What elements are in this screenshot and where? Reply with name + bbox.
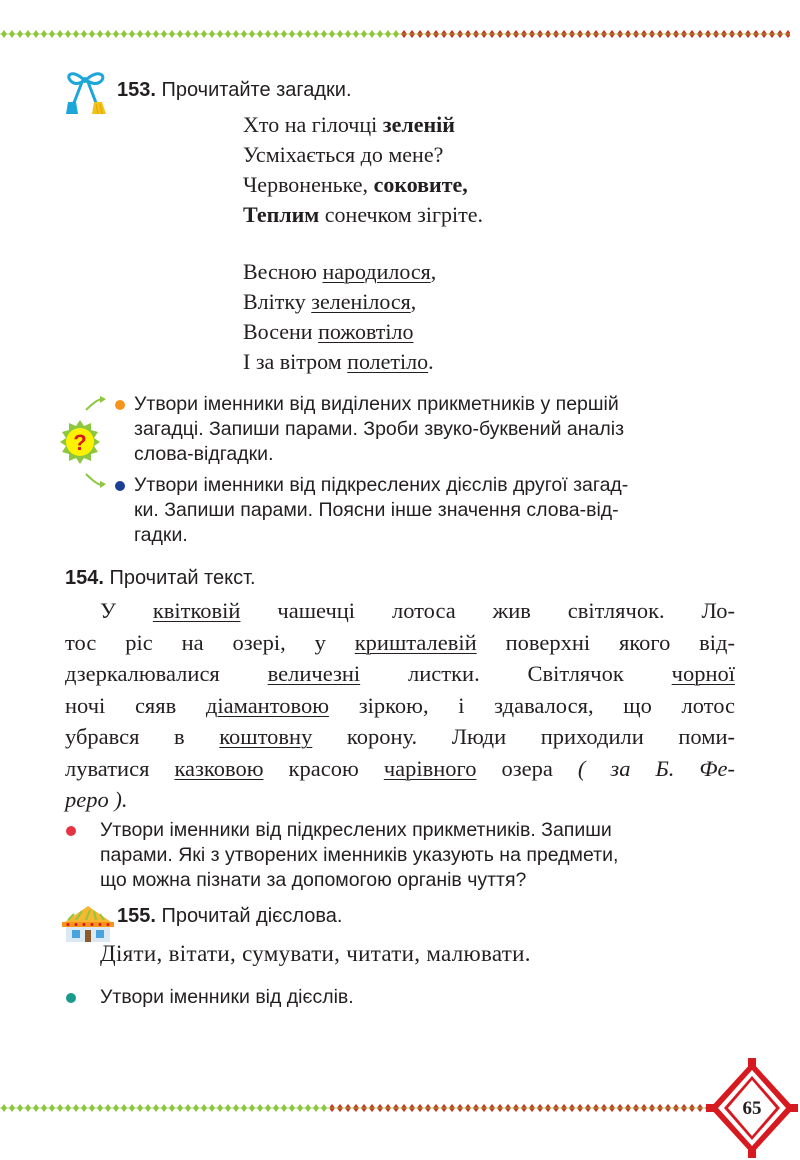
- text-run: озера: [476, 755, 578, 781]
- text-run: ( за Б. Фе-: [577, 755, 735, 781]
- text-run: ночі сяяв: [65, 692, 206, 718]
- text-line: [65, 595, 735, 627]
- task-title: Прочитайте загадки.: [161, 79, 352, 101]
- underlined-word: квітковій: [152, 598, 241, 623]
- text-line: [243, 347, 436, 377]
- text-line: [243, 140, 483, 170]
- text-line: [65, 753, 735, 785]
- text-run: листки. Світлячок: [360, 661, 672, 686]
- text-run: І за вітром: [243, 349, 348, 374]
- bullet-text-line: Утвори іменники від підкреслених прикметників. Запиши: [100, 819, 612, 841]
- bullet-red: [100, 818, 740, 893]
- house-icon: [58, 902, 118, 944]
- question-mark: ?: [73, 430, 87, 455]
- text-run: дзеркалювалися: [65, 661, 268, 686]
- bullet-text-line: слова-відгадки.: [134, 443, 274, 465]
- top-ornament-border: [0, 28, 790, 40]
- text-run: тос ріс на озері, у: [65, 629, 355, 655]
- underlined-word: зеленілося: [311, 289, 411, 314]
- teal-bullet-icon: [66, 993, 76, 1003]
- riddle-2: [243, 257, 436, 377]
- task-title: Прочитай дієслова.: [161, 905, 343, 927]
- text-run: ,: [430, 259, 437, 284]
- underlined-word: полетіло: [347, 349, 429, 374]
- text-line: [65, 627, 735, 659]
- bottom-ornament-border: [0, 1102, 730, 1114]
- ribbon-bow-icon: [62, 66, 112, 116]
- underlined-word: величезні: [267, 661, 361, 686]
- bullet-text-line: що можна пізнати за допомогою органів чуття?: [100, 869, 527, 891]
- underlined-word: казковою: [174, 755, 264, 781]
- text-run: ,: [410, 289, 417, 314]
- underlined-word: народилося: [322, 259, 431, 284]
- bullet-text-line: гадки.: [134, 524, 188, 546]
- red-bullet-icon: [66, 826, 76, 836]
- page-number-ornament: [706, 1058, 798, 1158]
- text-run: сонечком зігріте.: [319, 202, 483, 227]
- task-155-heading: [117, 905, 342, 928]
- underlined-word: чарівного: [383, 755, 477, 781]
- text-run: Весною: [243, 259, 323, 284]
- text-run: Червоненьке,: [243, 172, 374, 197]
- bullet-text-line: ки. Запиши парами. Поясни інше значення слова-від-: [134, 499, 619, 521]
- riddle-1: [243, 110, 483, 230]
- bullet-text: Утвори іменники від дієслів.: [100, 986, 354, 1008]
- underlined-word: кришталевій: [354, 629, 477, 655]
- page-number: 65: [742, 1098, 762, 1119]
- bullet-blue: [134, 473, 734, 548]
- text-154-body: [65, 595, 735, 816]
- task-154-heading: [65, 567, 256, 590]
- text-line: [243, 287, 436, 317]
- bullet-orange: [134, 392, 734, 467]
- bold-word: Теплим: [243, 202, 320, 227]
- text-run: Хто на гілочці: [243, 112, 383, 137]
- bullet-text-line: Утвори іменники від підкреслених дієслів другої загад-: [134, 474, 629, 496]
- text-line: [243, 110, 483, 140]
- text-run: У: [100, 598, 153, 623]
- text-run: зіркою, і здавалося, що лотос: [329, 692, 735, 718]
- text-line: [243, 170, 483, 200]
- text-line: [65, 784, 735, 816]
- underlined-word: коштовну: [219, 724, 313, 749]
- text-run: красою: [263, 755, 384, 781]
- bullet-text-line: загадці. Запиши парами. Зроби звуко-буквений аналіз: [134, 418, 625, 440]
- text-line: [243, 257, 436, 287]
- underlined-word: діамантовою: [205, 692, 330, 718]
- bullet-teal: [100, 985, 740, 1010]
- underlined-word: пожовтіло: [318, 319, 414, 344]
- orange-bullet-icon: [115, 400, 125, 410]
- task-title: Прочитай текст.: [109, 567, 256, 589]
- underlined-word: чорної: [671, 661, 735, 686]
- task-153-heading: [117, 79, 352, 102]
- text-run: .: [428, 349, 434, 374]
- task-number: 153.: [117, 79, 156, 101]
- text-line: [243, 317, 436, 347]
- text-line: [65, 721, 735, 753]
- text-run: Влітку: [243, 289, 312, 314]
- question-badge-icon: [56, 390, 108, 494]
- task-number: 154.: [65, 567, 104, 589]
- text-run: реро ).: [65, 787, 128, 812]
- bold-word: соковите,: [373, 172, 468, 197]
- text-run: чашечці лотоса жив світлячок. Ло-: [240, 598, 735, 623]
- text-run: корону. Люди приходили поми-: [312, 724, 736, 749]
- bullet-text-line: Утвори іменники від виділених прикметників у першій: [134, 393, 619, 415]
- text-run: луватися: [65, 755, 175, 781]
- blue-bullet-icon: [115, 481, 125, 491]
- task-number: 155.: [117, 905, 156, 927]
- text-run: Восени: [243, 319, 319, 344]
- text-run: поверхні якого від-: [476, 629, 735, 655]
- text-run: убрався в: [65, 724, 220, 749]
- text-line: [243, 200, 483, 230]
- text-run: Усміхається до мене?: [243, 142, 444, 167]
- text-line: [65, 690, 735, 722]
- bullet-text-line: парами. Які з утворених іменників указують на предмети,: [100, 844, 619, 866]
- text-line: [65, 658, 735, 690]
- verb-list: Діяти, вітати, сумувати, читати, малювати.: [100, 941, 531, 966]
- bold-word: зеленій: [382, 112, 455, 137]
